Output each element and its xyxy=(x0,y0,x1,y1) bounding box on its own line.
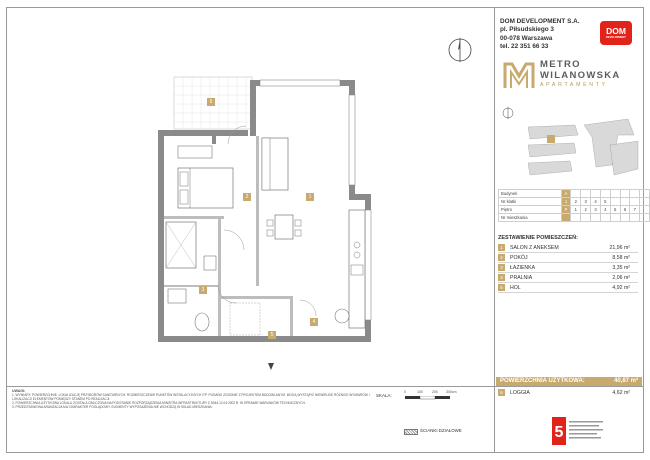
list-item: 3 ŁAZIENKA 3,35 m² xyxy=(498,263,638,272)
svg-text:5: 5 xyxy=(554,424,564,441)
company-name: DOM DEVELOPMENT S.A. xyxy=(500,18,580,25)
compass-icon xyxy=(447,37,473,63)
total-area-value: 40,87 m² xyxy=(613,378,638,384)
scale-label: SKALA: xyxy=(376,393,392,398)
entrance-marker xyxy=(268,363,274,370)
list-item: 5 HOL 4,92 m² xyxy=(498,283,638,292)
loggia-row: 6 LOGGIA 4,62 m² xyxy=(498,388,638,397)
company-info xyxy=(500,18,580,52)
rooms-title: ZESTAWIENIE POMIESZCZEŃ: xyxy=(498,235,578,241)
table-row: Nr klatki 1 2 3 4 5 xyxy=(499,198,650,206)
brand-logo xyxy=(500,58,640,94)
room-label-6: 6 xyxy=(207,98,215,106)
room-label-2: 2 xyxy=(243,193,251,201)
table-row: Budynek A xyxy=(499,190,650,198)
dining-table xyxy=(275,215,293,239)
company-phone: tel. 22 351 66 33 xyxy=(500,43,549,51)
room-label-1: 1 xyxy=(306,193,314,201)
notes: UWAGI: 1. WYMIARY, POWIERZCHNIE, LOKALIZACJĘ PRZYBORÓW SANITARNYCH, ROZMIESZCZENIE PUNKTÓW INSTALACYJNYCH ITP. PODANO ZGODNIE Z PROJEKTEM BUDOWLANYM. MOGĄ WYSTĄPIĆ NIEWIELKIE RÓŻNICE WYMIARÓW I LOKALIZACJI ELEMENTÓW POMIĘDZY STANEM PO REALIZACJI. 2. POWIERZCHNIA UŻYTKOWA LOKALU ZOSTAŁA OBLICZONA NA PODSTAWIE ROZPORZĄDZENIA MINISTRA INFRASTRUKTURY Z DNIA 12.04.2002 R. W SPRAWIE WARUNKÓW TECHNICZNYCH. 3. PRZEDSTAWIONA ARANŻACJA MA CHARAKTER POGLĄDOWY. ELEMENTY WYPOSAŻENIA NIE WCHODZĄ W SKŁAD MIESZKANIA. xyxy=(12,389,370,410)
company-address2: 00-078 Warszawa xyxy=(500,34,553,42)
brand-mark-icon xyxy=(502,58,536,92)
room-label-5: 5 xyxy=(268,331,276,339)
footer-divider xyxy=(6,386,644,387)
bath-cabinet xyxy=(168,289,186,303)
list-item: 1 SALON Z ANEKSEM 21,96 m² xyxy=(498,243,638,252)
property-table xyxy=(498,189,650,222)
company-address1: pl. Piłsudskiego 3 xyxy=(500,26,554,34)
list-item: 2 POKÓJ 8,58 m² xyxy=(498,253,638,262)
hall-closet xyxy=(230,303,260,335)
certificate-badge-icon xyxy=(552,417,632,445)
plan-sheet: 6 1 2 3 4 5 DOM DEVELOPMENT S.A. pl. Piłsudskiego 3 00-078 Warszawa tel. 22 351 66 33 DOM DEVELOPMENT METRO WILANOWSKA APARTAMENTY Budynek A Nr klatki 1 2 3 4 5 Piętro P 1 2 3 4 5 6 7 Nr mieszkania ZESTAWIENIE POMIESZCZEŃ: 1 SALON Z ANEKSEM 21,96 m² 2 POKÓJ 8,58 m² 3 ŁAZIENKA 3,35 m² 4 PRALNIA 2,06 m² 5 HOL 4,92 m² POWIERZCHNIA UŻYTKOWA: 40,87 m² 6 LOGGIA 4,62 m² UWAGI: 1. WYMIARY, POWIERZCHNIE, LOKALIZACJĘ PRZYBORÓW SANITARNYCH, ROZMIESZCZENIE PUNKTÓW INSTALACYJNYCH ITP. PODANO ZGODNIE Z PROJEKTEM BUDOWLANYM. MOGĄ WYSTĄPIĆ NIEWIELKIE RÓŻNICE WYMIARÓW I LOKALIZACJI ELEMENTÓW POMIĘDZY STANEM PO REALIZACJI. 2. POWIERZCHNIA UŻYTKOWA LOKALU ZOSTAŁA OBLICZONA NA PODSTAWIE ROZPORZĄDZENIA MINISTRA INFRASTRUKTURY Z DNIA 12.04.2002 R. W SPRAWIE WARUNKÓW TECHNICZNYCH. 3. PRZEDSTAWIONA ARANŻACJA MA CHARAKTER POGLĄDOWY. ELEMENTY WYPOSAŻENIA NIE WCHODZĄ W SKŁAD MIESZKANIA. SKALA: 0 100 200 300cm ŚCIANKI DZIAŁOWE 5 xyxy=(0,0,650,460)
kitchen-counter xyxy=(349,210,365,328)
dom-logo: DOM DEVELOPMENT xyxy=(600,21,632,45)
room-label-3: 3 xyxy=(199,286,207,294)
total-area-label: POWIERZCHNIA UŻYTKOWA: xyxy=(500,378,585,384)
brand-title: METRO WILANOWSKA xyxy=(540,59,621,81)
brand-subtitle: APARTAMENTY xyxy=(540,82,608,88)
total-area-bar xyxy=(496,377,642,386)
wardrobe xyxy=(178,146,212,158)
room-label-4: 4 xyxy=(310,318,318,326)
walls-legend-label: ŚCIANKI DZIAŁOWE xyxy=(420,428,462,433)
washing-machine xyxy=(335,309,349,323)
toilet xyxy=(195,313,209,331)
sink xyxy=(204,256,216,270)
site-plan-highlight xyxy=(547,135,555,143)
table-row: Nr mieszkania xyxy=(499,214,650,222)
list-item: 4 PRALNIA 2,06 m² xyxy=(498,273,638,282)
scale-bar xyxy=(405,396,465,402)
table-row: Piętro P 1 2 3 4 5 6 7 xyxy=(499,206,650,214)
walls-legend-swatch xyxy=(404,429,418,435)
site-plan xyxy=(500,105,640,185)
